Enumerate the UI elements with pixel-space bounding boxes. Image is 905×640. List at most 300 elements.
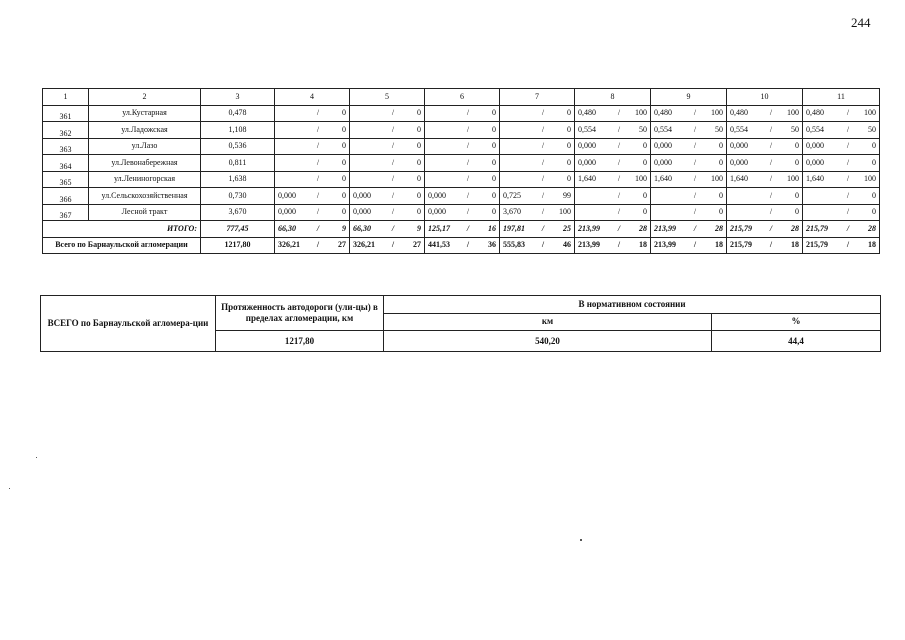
value-pair-cell [651, 171, 727, 188]
slash-separator: / [617, 124, 621, 134]
percent-value: 0 [492, 157, 496, 167]
slash-separator: / [846, 157, 850, 167]
percent-value: 0 [342, 190, 346, 200]
value-pair-cell [575, 171, 651, 188]
value-pair-cell [350, 105, 425, 122]
slash-separator: / [391, 190, 395, 200]
slash-separator: / [466, 141, 470, 151]
slash-separator: / [693, 141, 697, 151]
value-pair-cell [275, 237, 350, 254]
value-pair-cell [651, 138, 727, 155]
slash-separator: / [541, 223, 545, 233]
value-pair-cell [350, 204, 425, 221]
percent-value: 0 [719, 190, 723, 200]
percent-value: 0 [719, 207, 723, 217]
percent-value: 99 [563, 190, 571, 200]
column-number-row [43, 89, 880, 106]
slash-separator: / [769, 190, 773, 200]
column-number: 2 [89, 89, 201, 106]
column-number: 1 [43, 89, 89, 106]
slash-separator: / [316, 124, 320, 134]
length-value: 326,21 [353, 240, 375, 250]
slash-separator: / [541, 108, 545, 118]
road-length: 0,536 [201, 138, 275, 155]
length-value: 0,000 [353, 190, 371, 200]
length-value: 213,99 [578, 240, 600, 250]
length-value: 441,53 [428, 240, 450, 250]
percent-value: 100 [635, 108, 647, 118]
street-name: ул.Сельскохозяйственная [89, 188, 201, 205]
total-row [43, 237, 880, 254]
percent-value: 0 [872, 207, 876, 217]
road-length: 0,811 [201, 155, 275, 172]
slash-separator: / [693, 240, 697, 250]
length-value: 555,83 [503, 240, 525, 250]
value-pair-cell [575, 221, 651, 238]
percent-value: 100 [559, 207, 571, 217]
slash-separator: / [466, 190, 470, 200]
value-pair-cell [727, 221, 803, 238]
length-value: 0,000 [654, 141, 672, 151]
value-pair-cell [803, 122, 880, 139]
column-number: 6 [425, 89, 500, 106]
value-pair-cell [803, 105, 880, 122]
slash-separator: / [316, 157, 320, 167]
value-pair-cell [651, 237, 727, 254]
value-pair-cell [275, 221, 350, 238]
slash-separator: / [617, 190, 621, 200]
value-pair-cell [727, 204, 803, 221]
value-pair-cell [425, 122, 500, 139]
percent-value: 0 [567, 108, 571, 118]
value-pair-cell [275, 138, 350, 155]
slash-separator: / [541, 207, 545, 217]
percent-value: 28 [791, 223, 799, 233]
slash-separator: / [693, 223, 697, 233]
itogo-label: ИТОГО: [43, 221, 201, 238]
percent-value: 18 [715, 240, 723, 250]
scan-speck [9, 488, 10, 489]
value-pair-cell [350, 237, 425, 254]
percent-value: 46 [563, 240, 571, 250]
value-pair-cell [425, 138, 500, 155]
slash-separator: / [391, 174, 395, 184]
value-pair-cell [500, 204, 575, 221]
slash-separator: / [541, 190, 545, 200]
length-value: 0,480 [806, 108, 824, 118]
summary-km-header: км [384, 313, 712, 331]
percent-value: 100 [711, 174, 723, 184]
percent-value: 18 [791, 240, 799, 250]
slash-separator: / [769, 141, 773, 151]
value-pair-cell [651, 155, 727, 172]
length-value: 215,79 [730, 223, 752, 233]
length-value: 197,81 [503, 223, 525, 233]
value-pair-cell [575, 122, 651, 139]
percent-value: 0 [417, 190, 421, 200]
itogo-row [43, 221, 880, 238]
length-value: 0,000 [278, 207, 296, 217]
table-row [43, 155, 880, 172]
percent-value: 100 [864, 174, 876, 184]
slash-separator: / [466, 108, 470, 118]
percent-value: 0 [795, 157, 799, 167]
value-pair-cell [500, 188, 575, 205]
percent-value: 0 [643, 207, 647, 217]
length-value: 0,000 [578, 157, 596, 167]
slash-separator: / [769, 207, 773, 217]
column-number: 3 [201, 89, 275, 106]
row-number: 362 [43, 122, 89, 139]
road-length: 3,670 [201, 204, 275, 221]
slash-separator: / [617, 141, 621, 151]
slash-separator: / [846, 190, 850, 200]
itogo-length: 777,45 [201, 221, 275, 238]
percent-value: 0 [643, 190, 647, 200]
length-value: 1,640 [806, 174, 824, 184]
percent-value: 28 [868, 223, 876, 233]
slash-separator: / [316, 190, 320, 200]
row-number: 363 [43, 138, 89, 155]
roads-table [42, 88, 880, 254]
slash-separator: / [693, 108, 697, 118]
percent-value: 0 [795, 190, 799, 200]
value-pair-cell [651, 221, 727, 238]
table-row [43, 188, 880, 205]
value-pair-cell [651, 105, 727, 122]
slash-separator: / [769, 223, 773, 233]
value-pair-cell [500, 122, 575, 139]
length-value: 66,30 [353, 223, 371, 233]
value-pair-cell [425, 105, 500, 122]
summary-pct-value: 44,4 [712, 331, 881, 352]
value-pair-cell [575, 237, 651, 254]
value-pair-cell [350, 221, 425, 238]
value-pair-cell [727, 122, 803, 139]
percent-value: 9 [342, 223, 346, 233]
value-pair-cell [727, 188, 803, 205]
value-pair-cell [727, 237, 803, 254]
percent-value: 0 [643, 157, 647, 167]
scan-speck [580, 539, 582, 541]
percent-value: 0 [492, 207, 496, 217]
percent-value: 50 [791, 124, 799, 134]
column-number: 8 [575, 89, 651, 106]
slash-separator: / [391, 124, 395, 134]
slash-separator: / [391, 141, 395, 151]
percent-value: 50 [639, 124, 647, 134]
slash-separator: / [617, 240, 621, 250]
percent-value: 0 [872, 141, 876, 151]
slash-separator: / [617, 223, 621, 233]
value-pair-cell [425, 221, 500, 238]
length-value: 1,640 [730, 174, 748, 184]
row-number: 365 [43, 171, 89, 188]
percent-value: 0 [342, 108, 346, 118]
slash-separator: / [466, 240, 470, 250]
percent-value: 28 [639, 223, 647, 233]
percent-value: 0 [872, 157, 876, 167]
summary-length-header: Протяженность автодороги (ули-цы) в пределах агломерации, км [216, 296, 384, 331]
slash-separator: / [466, 207, 470, 217]
slash-separator: / [693, 124, 697, 134]
percent-value: 0 [417, 141, 421, 151]
total-label: Всего по Барнаульской агломерации [43, 237, 201, 254]
value-pair-cell [500, 221, 575, 238]
percent-value: 0 [567, 124, 571, 134]
percent-value: 25 [563, 223, 571, 233]
summary-length-value: 1217,80 [216, 331, 384, 352]
percent-value: 0 [719, 141, 723, 151]
row-number: 361 [43, 105, 89, 122]
slash-separator: / [617, 108, 621, 118]
length-value: 0,480 [730, 108, 748, 118]
length-value: 1,640 [578, 174, 596, 184]
column-number: 10 [727, 89, 803, 106]
table-row [43, 138, 880, 155]
street-name: Лесной тракт [89, 204, 201, 221]
road-length: 0,478 [201, 105, 275, 122]
value-pair-cell [500, 105, 575, 122]
percent-value: 28 [715, 223, 723, 233]
percent-value: 0 [567, 141, 571, 151]
length-value: 0,000 [353, 207, 371, 217]
percent-value: 0 [492, 108, 496, 118]
percent-value: 0 [417, 124, 421, 134]
length-value: 0,000 [278, 190, 296, 200]
percent-value: 100 [711, 108, 723, 118]
length-value: 0,000 [806, 157, 824, 167]
slash-separator: / [541, 157, 545, 167]
percent-value: 0 [872, 190, 876, 200]
length-value: 0,480 [578, 108, 596, 118]
slash-separator: / [541, 124, 545, 134]
street-name: ул.Кустарная [89, 105, 201, 122]
slash-separator: / [617, 207, 621, 217]
length-value: 0,000 [806, 141, 824, 151]
summary-label: ВСЕГО по Барнаульской агломера-ции [41, 296, 216, 352]
length-value: 3,670 [503, 207, 521, 217]
slash-separator: / [617, 174, 621, 184]
slash-separator: / [391, 157, 395, 167]
slash-separator: / [391, 207, 395, 217]
percent-value: 0 [492, 124, 496, 134]
value-pair-cell [803, 188, 880, 205]
summary-norm-header: В нормативном состоянии [384, 296, 881, 314]
road-length: 1,108 [201, 122, 275, 139]
value-pair-cell [803, 171, 880, 188]
percent-value: 100 [635, 174, 647, 184]
percent-value: 50 [868, 124, 876, 134]
slash-separator: / [541, 240, 545, 250]
percent-value: 16 [488, 223, 496, 233]
value-pair-cell [727, 155, 803, 172]
slash-separator: / [769, 124, 773, 134]
slash-separator: / [466, 223, 470, 233]
value-pair-cell [425, 171, 500, 188]
slash-separator: / [466, 174, 470, 184]
slash-separator: / [769, 174, 773, 184]
slash-separator: / [769, 157, 773, 167]
percent-value: 0 [342, 141, 346, 151]
slash-separator: / [693, 190, 697, 200]
percent-value: 0 [567, 157, 571, 167]
percent-value: 0 [492, 174, 496, 184]
slash-separator: / [846, 240, 850, 250]
total-length: 1217,80 [201, 237, 275, 254]
row-number: 364 [43, 155, 89, 172]
length-value: 1,640 [654, 174, 672, 184]
slash-separator: / [769, 108, 773, 118]
length-value: 0,554 [806, 124, 824, 134]
percent-value: 18 [639, 240, 647, 250]
value-pair-cell [275, 171, 350, 188]
percent-value: 9 [417, 223, 421, 233]
slash-separator: / [391, 240, 395, 250]
slash-separator: / [466, 157, 470, 167]
road-length: 1,638 [201, 171, 275, 188]
length-value: 66,30 [278, 223, 296, 233]
value-pair-cell [803, 204, 880, 221]
percent-value: 0 [342, 207, 346, 217]
slash-separator: / [846, 223, 850, 233]
length-value: 0,000 [578, 141, 596, 151]
value-pair-cell [350, 188, 425, 205]
slash-separator: / [846, 141, 850, 151]
value-pair-cell [651, 188, 727, 205]
slash-separator: / [846, 124, 850, 134]
percent-value: 0 [342, 124, 346, 134]
value-pair-cell [500, 171, 575, 188]
table-row [43, 171, 880, 188]
slash-separator: / [316, 240, 320, 250]
percent-value: 0 [795, 207, 799, 217]
slash-separator: / [316, 223, 320, 233]
column-number: 9 [651, 89, 727, 106]
value-pair-cell [425, 155, 500, 172]
table-row [43, 204, 880, 221]
length-value: 215,79 [806, 223, 828, 233]
slash-separator: / [846, 174, 850, 184]
value-pair-cell [727, 171, 803, 188]
slash-separator: / [316, 108, 320, 118]
value-pair-cell [803, 138, 880, 155]
percent-value: 36 [488, 240, 496, 250]
value-pair-cell [727, 138, 803, 155]
length-value: 0,000 [428, 207, 446, 217]
table-row [43, 105, 880, 122]
value-pair-cell [803, 155, 880, 172]
slash-separator: / [316, 207, 320, 217]
value-pair-cell [350, 122, 425, 139]
slash-separator: / [316, 141, 320, 151]
length-value: 0,554 [730, 124, 748, 134]
percent-value: 0 [643, 141, 647, 151]
percent-value: 0 [795, 141, 799, 151]
percent-value: 0 [417, 157, 421, 167]
column-number: 4 [275, 89, 350, 106]
percent-value: 0 [492, 190, 496, 200]
slash-separator: / [846, 108, 850, 118]
value-pair-cell [651, 204, 727, 221]
row-number: 366 [43, 188, 89, 205]
length-value: 213,99 [578, 223, 600, 233]
length-value: 0,000 [730, 141, 748, 151]
value-pair-cell [500, 237, 575, 254]
value-pair-cell [500, 138, 575, 155]
length-value: 326,21 [278, 240, 300, 250]
slash-separator: / [693, 207, 697, 217]
length-value: 0,554 [654, 124, 672, 134]
value-pair-cell [350, 155, 425, 172]
road-length: 0,730 [201, 188, 275, 205]
slash-separator: / [846, 207, 850, 217]
scan-speck [36, 457, 37, 458]
percent-value: 100 [864, 108, 876, 118]
length-value: 0,554 [578, 124, 596, 134]
value-pair-cell [425, 188, 500, 205]
value-pair-cell [500, 155, 575, 172]
row-number: 367 [43, 204, 89, 221]
value-pair-cell [575, 188, 651, 205]
length-value: 125,17 [428, 223, 450, 233]
percent-value: 50 [715, 124, 723, 134]
length-value: 213,99 [654, 240, 676, 250]
value-pair-cell [275, 155, 350, 172]
percent-value: 0 [417, 207, 421, 217]
summary-km-value: 540,20 [384, 331, 712, 352]
value-pair-cell [575, 155, 651, 172]
length-value: 215,79 [730, 240, 752, 250]
value-pair-cell [727, 105, 803, 122]
percent-value: 0 [567, 174, 571, 184]
length-value: 0,000 [654, 157, 672, 167]
page-number: 244 [851, 15, 871, 30]
percent-value: 0 [342, 157, 346, 167]
column-number: 7 [500, 89, 575, 106]
slash-separator: / [391, 108, 395, 118]
value-pair-cell [575, 204, 651, 221]
percent-value: 100 [787, 174, 799, 184]
length-value: 215,79 [806, 240, 828, 250]
slash-separator: / [391, 223, 395, 233]
slash-separator: / [617, 157, 621, 167]
table-row [43, 122, 880, 139]
slash-separator: / [316, 174, 320, 184]
value-pair-cell [275, 204, 350, 221]
street-name: ул.Лазо [89, 138, 201, 155]
slash-separator: / [693, 157, 697, 167]
value-pair-cell [275, 105, 350, 122]
length-value: 0,000 [428, 190, 446, 200]
slash-separator: / [466, 124, 470, 134]
percent-value: 0 [417, 108, 421, 118]
percent-value: 100 [787, 108, 799, 118]
length-value: 213,99 [654, 223, 676, 233]
percent-value: 18 [868, 240, 876, 250]
percent-value: 0 [417, 174, 421, 184]
value-pair-cell [350, 171, 425, 188]
percent-value: 27 [338, 240, 346, 250]
street-name: ул.Ладожская [89, 122, 201, 139]
length-value: 0,725 [503, 190, 521, 200]
street-name: ул.Левонабережная [89, 155, 201, 172]
value-pair-cell [425, 204, 500, 221]
value-pair-cell [425, 237, 500, 254]
percent-value: 0 [492, 141, 496, 151]
value-pair-cell [575, 138, 651, 155]
value-pair-cell [350, 138, 425, 155]
